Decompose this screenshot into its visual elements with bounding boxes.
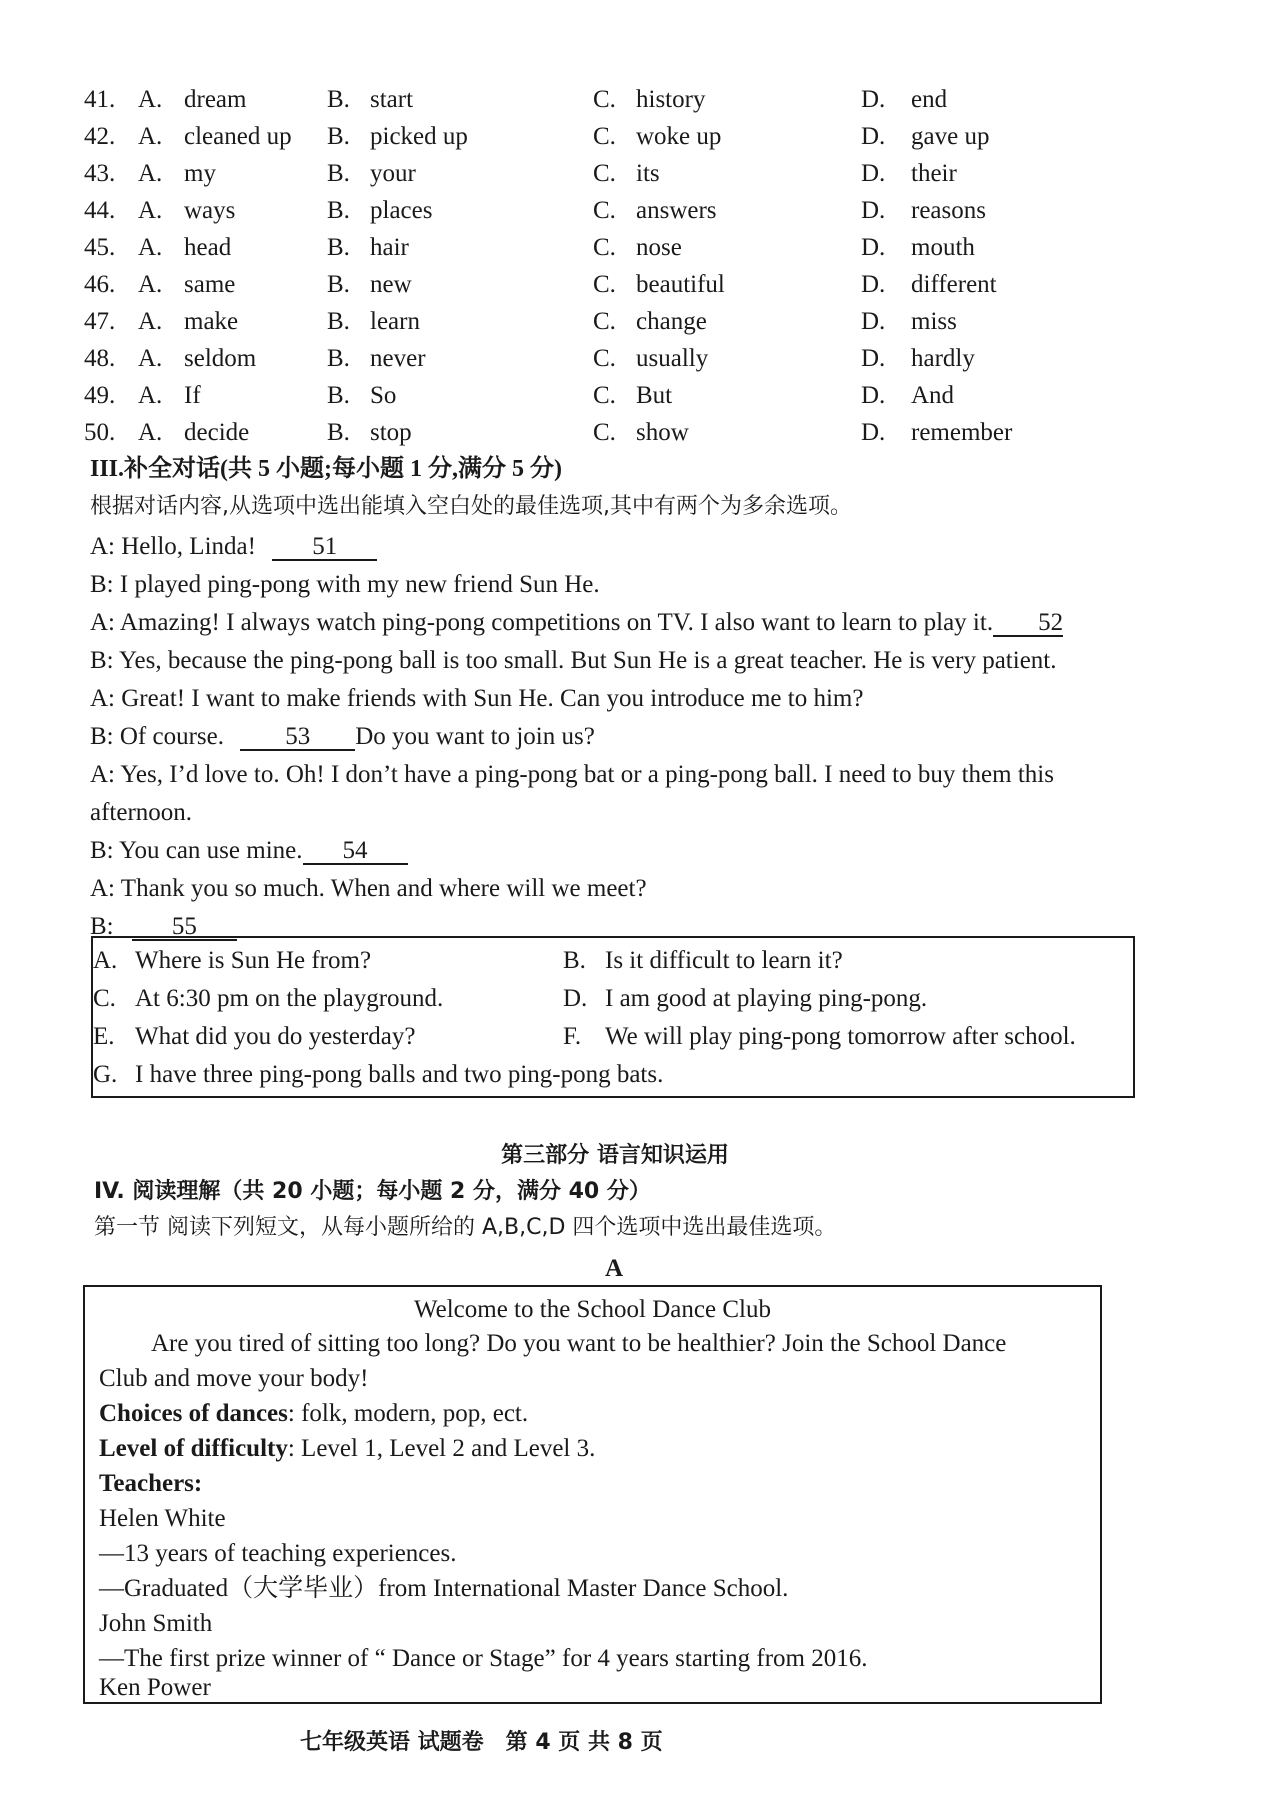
choice-row: [0, 271, 1280, 307]
option-d[interactable]: hardly: [911, 345, 975, 372]
choice-row: [0, 123, 1280, 159]
dialogue-line: B: Yes, because the ping-pong ball is too small. But Sun He is a great teacher. He is very patient.: [90, 647, 1057, 674]
option-letter: B.: [327, 234, 350, 261]
option-letter: C.: [593, 197, 616, 224]
passage-box: [83, 1285, 1102, 1704]
option-c[interactable]: usually: [636, 345, 709, 372]
option-letter: A.: [138, 86, 163, 113]
option-a[interactable]: dream: [184, 86, 247, 113]
blank-54[interactable]: 54: [303, 838, 408, 865]
option-c[interactable]: change: [636, 308, 707, 335]
teacher-detail: —13 years of teaching experiences.: [99, 1540, 457, 1567]
option-letter: B.: [327, 382, 350, 409]
choice-row: [0, 419, 1280, 455]
question-number: 46.: [84, 271, 116, 298]
option-c[interactable]: nose: [636, 234, 682, 261]
option-letter: B.: [327, 123, 350, 150]
level-value: : Level 1, Level 2 and Level 3.: [287, 1435, 596, 1462]
option-letter: D.: [861, 160, 886, 187]
dialogue-line: A: Amazing! I always watch ping-pong competitions on TV. I also want to learn to play it.: [90, 609, 994, 636]
option-letter: C.: [93, 985, 116, 1012]
dialogue-line: A: Hello, Linda!: [90, 533, 256, 560]
option-text: We will play ping-pong tomorrow after school.: [605, 1023, 1076, 1050]
option-letter: C.: [593, 234, 616, 261]
option-letter: A.: [138, 160, 163, 187]
dances-label: Choices of dances: [99, 1400, 288, 1427]
section-4-heading: IV. 阅读理解（共 20 小题；每小题 2 分，满分 40 分）: [94, 1179, 651, 1204]
option-letter: C.: [593, 86, 616, 113]
option-letter: A.: [138, 197, 163, 224]
choice-row: [0, 160, 1280, 196]
dialogue-option[interactable]: [563, 948, 843, 973]
choice-row: [0, 382, 1280, 418]
option-letter: A.: [138, 419, 163, 446]
option-letter: B.: [327, 197, 350, 224]
option-letter: D.: [861, 197, 886, 224]
option-d[interactable]: end: [911, 86, 948, 113]
dances-value: : folk, modern, pop, ect.: [287, 1400, 529, 1427]
option-text: Is it difficult to learn it?: [605, 947, 843, 974]
option-letter: C.: [593, 271, 616, 298]
option-letter: B.: [327, 419, 350, 446]
option-d[interactable]: remember: [911, 419, 1013, 446]
option-letter: B.: [327, 345, 350, 372]
question-number: 41.: [84, 86, 116, 113]
dialogue-line: afternoon.: [90, 799, 193, 826]
option-a[interactable]: head: [184, 234, 232, 261]
passage-text: Club and move your body!: [99, 1365, 369, 1392]
option-letter: D.: [861, 308, 886, 335]
choice-row: [0, 86, 1280, 122]
option-d[interactable]: their: [911, 160, 957, 187]
dialogue-line: B: Of course.: [90, 723, 224, 750]
question-number: 43.: [84, 160, 116, 187]
dialogue-line: B:: [90, 913, 114, 940]
option-c[interactable]: show: [636, 419, 689, 446]
teacher-detail: —Graduated（大学毕业）from International Master Dance School.: [99, 1575, 789, 1602]
option-c[interactable]: its: [636, 160, 660, 187]
dialogue-line: A: Great! I want to make friends with Sun He. Can you introduce me to him?: [90, 685, 864, 712]
choice-row: [0, 197, 1280, 233]
option-b[interactable]: new: [370, 271, 412, 298]
option-letter: A.: [138, 382, 163, 409]
option-letter: D.: [861, 345, 886, 372]
option-d[interactable]: And: [911, 382, 955, 409]
option-letter: D.: [861, 382, 886, 409]
option-c[interactable]: beautiful: [636, 271, 725, 298]
option-b[interactable]: places: [370, 197, 433, 224]
option-letter: D.: [861, 123, 886, 150]
option-letter: A.: [138, 308, 163, 335]
option-a[interactable]: decide: [184, 419, 250, 446]
option-letter: D.: [861, 234, 886, 261]
passage-text: Are you tired of sitting too long? Do you want to be healthier? Join the School Dance: [151, 1330, 1007, 1357]
option-letter: B.: [327, 308, 350, 335]
option-letter: A.: [138, 123, 163, 150]
option-letter: F.: [563, 1023, 582, 1050]
option-text: At 6:30 pm on the playground.: [135, 985, 444, 1012]
option-letter: A.: [138, 234, 163, 261]
teacher-name: Helen White: [99, 1505, 226, 1532]
option-letter: C.: [593, 123, 616, 150]
option-b[interactable]: hair: [370, 234, 409, 261]
dialogue-option[interactable]: [93, 948, 371, 973]
section-3-instruction: 根据对话内容,从选项中选出能填入空白处的最佳选项,其中有两个为多余选项。: [90, 494, 852, 519]
option-letter: A.: [93, 947, 118, 974]
option-b[interactable]: start: [370, 86, 414, 113]
dialogue-line: B: I played ping-pong with my new friend Sun He.: [90, 571, 600, 598]
option-letter: C.: [593, 382, 616, 409]
blank-51[interactable]: 51: [272, 534, 377, 561]
teachers-label: Teachers:: [99, 1470, 203, 1497]
dialogue-option[interactable]: [93, 1062, 663, 1087]
option-c[interactable]: answers: [636, 197, 717, 224]
option-a[interactable]: ways: [184, 197, 236, 224]
blank-55[interactable]: 55: [132, 914, 237, 941]
option-b[interactable]: So: [370, 382, 397, 409]
option-d[interactable]: gave up: [911, 123, 990, 150]
page-footer: 七年级英语 试题卷 第 4 页 共 8 页: [300, 1730, 663, 1755]
dialogue-option[interactable]: [563, 1024, 1076, 1049]
option-letter: C.: [593, 419, 616, 446]
option-c[interactable]: woke up: [636, 123, 722, 150]
teacher-detail: —The first prize winner of “ Dance or Stage” for 4 years starting from 2016.: [99, 1645, 868, 1672]
option-letter: A.: [138, 271, 163, 298]
blank-52[interactable]: 52: [993, 610, 1063, 637]
part-3-title: 第三部分 语言知识运用: [501, 1143, 729, 1168]
option-b[interactable]: picked up: [370, 123, 468, 150]
choice-row: [0, 234, 1280, 270]
dialogue-option[interactable]: [563, 986, 927, 1011]
question-number: 48.: [84, 345, 116, 372]
option-d[interactable]: miss: [911, 308, 957, 335]
teacher-name: Ken Power: [99, 1674, 211, 1701]
option-a[interactable]: my: [184, 160, 216, 187]
option-c[interactable]: But: [636, 382, 673, 409]
blank-53[interactable]: 53: [240, 724, 355, 751]
option-letter: D.: [861, 271, 886, 298]
dialogue-line: Do you want to join us?: [355, 723, 595, 750]
option-text: What did you do yesterday?: [135, 1023, 416, 1050]
passage-title: Welcome to the School Dance Club: [414, 1296, 771, 1323]
option-a[interactable]: seldom: [184, 345, 257, 372]
dialogue-line: A: Yes, I’d love to. Oh! I don’t have a ping-pong bat or a ping-pong ball. I need to buy them this: [90, 761, 1054, 788]
question-number: 47.: [84, 308, 116, 335]
option-letter: D.: [861, 86, 886, 113]
option-letter: C.: [593, 308, 616, 335]
level-label: Level of difficulty: [99, 1435, 288, 1462]
option-d[interactable]: different: [911, 271, 997, 298]
option-letter: D.: [563, 985, 588, 1012]
question-number: 42.: [84, 123, 116, 150]
option-letter: A.: [138, 345, 163, 372]
dialogue-option[interactable]: [93, 1024, 415, 1049]
option-b[interactable]: learn: [370, 308, 420, 335]
option-text: Where is Sun He from?: [135, 947, 372, 974]
option-a[interactable]: cleaned up: [184, 123, 292, 150]
teacher-name: John Smith: [99, 1610, 213, 1637]
option-d[interactable]: reasons: [911, 197, 986, 224]
option-a[interactable]: make: [184, 308, 239, 335]
option-a[interactable]: If: [184, 382, 201, 409]
option-letter: B.: [327, 160, 350, 187]
option-b[interactable]: stop: [370, 419, 412, 446]
option-letter: G.: [93, 1061, 118, 1088]
option-letter: B.: [327, 86, 350, 113]
option-a[interactable]: same: [184, 271, 236, 298]
section-3-heading: III.补全对话(共 5 小题;每小题 1 分,满分 5 分): [90, 456, 562, 482]
question-number: 44.: [84, 197, 116, 224]
option-c[interactable]: history: [636, 86, 706, 113]
passage-label: A: [605, 1255, 624, 1282]
dialogue-line: B: You can use mine.: [90, 837, 303, 864]
dialogue-line: A: Thank you so much. When and where will we meet?: [90, 875, 647, 902]
choice-row: [0, 308, 1280, 344]
section-4-instruction: 第一节 阅读下列短文，从每小题所给的 A,B,C,D 四个选项中选出最佳选项。: [94, 1215, 837, 1240]
choice-row: [0, 345, 1280, 381]
question-number: 49.: [84, 382, 116, 409]
option-d[interactable]: mouth: [911, 234, 975, 261]
option-text: I am good at playing ping-pong.: [605, 985, 928, 1012]
option-letter: C.: [593, 160, 616, 187]
question-number: 50.: [84, 419, 116, 446]
option-text: I have three ping-pong balls and two ping-pong bats.: [135, 1061, 664, 1088]
dialogue-option[interactable]: [93, 986, 443, 1011]
option-letter: E.: [93, 1023, 115, 1050]
option-letter: C.: [593, 345, 616, 372]
option-letter: D.: [861, 419, 886, 446]
question-number: 45.: [84, 234, 116, 261]
option-letter: B.: [563, 947, 586, 974]
option-b[interactable]: your: [370, 160, 416, 187]
option-b[interactable]: never: [370, 345, 426, 372]
option-letter: B.: [327, 271, 350, 298]
options-box: [91, 936, 1135, 1098]
